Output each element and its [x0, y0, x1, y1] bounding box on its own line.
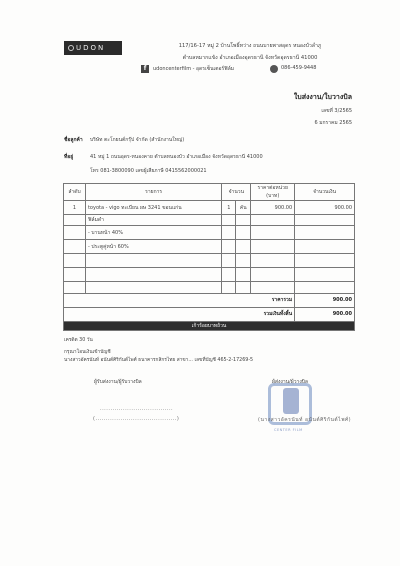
table-row: ฟิล์มดำ	[64, 215, 355, 226]
company-address-line1: 117/16-17 หมู่ 2 บ้านโพธิ์ทว่าง ถนนบายพาสอุดร หนองบัวลำภู	[178, 43, 322, 49]
subtotal-value: 900.00	[295, 293, 355, 307]
header-qty: จำนวน	[222, 184, 251, 201]
sender-name: (นางสาวอัครนันท์ อนันต์ศิริกันต์ไพศ์)	[258, 417, 352, 423]
total-row	[64, 307, 355, 321]
company-address-line2: ตำบลหมากแข้ง อำเภอเมืองอุดรธานี จังหวัดอุดรธานี 41000	[182, 55, 318, 61]
facebook-text: udoncenterfilm - อุดรเซ็นเตอร์ฟิล์ม	[153, 66, 235, 72]
document-title: ใบส่งงาน/ใบวางบิล	[293, 93, 352, 101]
customer-name: บริษัท ตะโกยนต์กรุ๊ป จำกัด (สำนักงานใหญ่)	[90, 137, 185, 143]
receiver-signature-label: ผู้รับส่งงาน/ผู้รับวางบิล	[94, 379, 142, 385]
header-item: รายการ	[85, 184, 221, 201]
bank-label: กรุณาโอนเงินเข้าบัญชี	[64, 350, 111, 355]
amount-in-words: เก้าร้อยบาทถ้วน	[64, 321, 355, 330]
receiver-signature-line: ...................................	[100, 406, 174, 412]
subtotal-row	[64, 293, 355, 307]
customer-address-label: ที่อยู่	[64, 154, 74, 160]
customer-name-row	[64, 136, 184, 144]
bank-detail: นางสาวอัครนันท์ อนันต์ศิริกันต์ไพศ์ ธนาคารกสิกรไทย สาขา... เลขที่บัญชี 465-2-17269-5	[64, 358, 254, 363]
company-logo: UDON	[64, 41, 122, 55]
customer-address-row	[64, 153, 263, 161]
amount-words-row	[64, 321, 355, 330]
items-table	[63, 183, 355, 331]
document-number: เลขที่ 3/2565	[321, 108, 352, 114]
document-date: 6 มกราคม 2565	[314, 120, 352, 126]
table-row	[64, 254, 355, 268]
stamp-emblem	[283, 388, 299, 414]
total-value: 900.00	[295, 307, 355, 321]
customer-address: 41 หมู่ 1 ถนนอุดร-หนองคาย ตำบลหนองบัว อำเภอเมือง จังหวัดอุดรธานี 41000	[90, 154, 263, 160]
table-row: 1 toyota - vigo ทะเบียน ผษ 3241 ขอนแก่น 1 คัน 900.00 900.00	[64, 201, 355, 215]
table-row: - บานหน้า 40%	[64, 226, 355, 240]
table-header-row	[64, 184, 355, 201]
total-label: รวมเงินทั้งสิ้น	[64, 307, 295, 321]
stamp-text: CENTER FILM	[274, 428, 303, 432]
sender-signature-label: ผู้ส่งงาน/ผู้วางบิล	[272, 379, 308, 385]
header-no: ลำดับ	[64, 184, 86, 201]
table-row: - ประตูคู่หน้า 60%	[64, 240, 355, 254]
phone-icon	[270, 65, 278, 73]
phone-number: 086-459-9448	[281, 65, 317, 71]
facebook-icon: f	[141, 65, 149, 73]
customer-contact: โทร 081-3800090 เลขผู้เสียภาษี 0415562000021	[90, 168, 207, 174]
customer-name-label: ชื่อลูกค้า	[64, 137, 83, 143]
header-amount: จำนวนเงิน	[295, 184, 355, 201]
receiver-name-line: (.......................................)	[93, 416, 180, 422]
subtotal-label: ราคารวม	[64, 293, 295, 307]
table-row	[64, 282, 355, 293]
credit-terms: เครดิต 30 วัน	[64, 338, 93, 343]
table-row	[64, 268, 355, 282]
header-unit-price: ราคาต่อหน่วย (บาท)	[251, 184, 295, 201]
